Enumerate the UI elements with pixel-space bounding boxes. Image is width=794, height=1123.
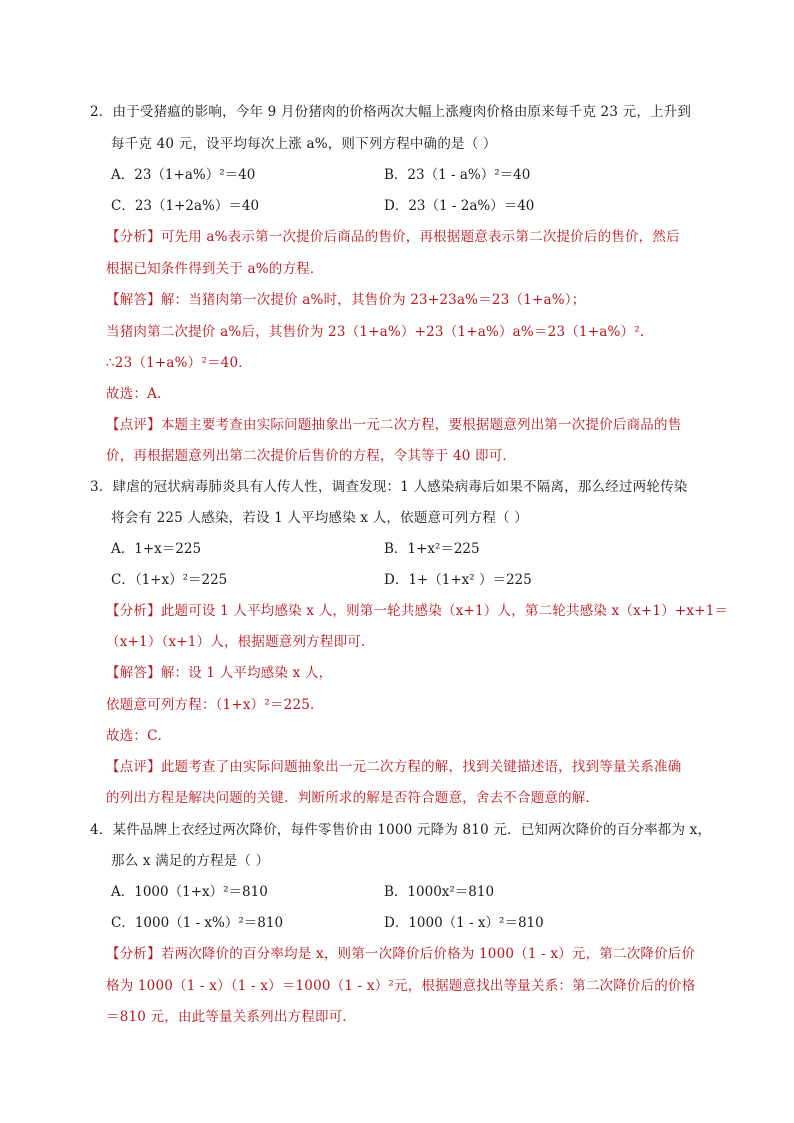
q2-comment-line-1 xyxy=(106,416,681,434)
q2-analysis-line-2: 根据已知条件得到关于 a%的方程． xyxy=(106,261,324,277)
q3-option-c: C．（1+x）²＝225 xyxy=(111,572,228,588)
q2-analysis-text-1: 可先用 a%表示第一次提价后商品的售价，再根据题意表示第二次提价后的售价，然后 xyxy=(160,229,680,245)
q3-comment-line-2: 的列出方程是解决问题的关键．判断所求的解是否符合题意，舍去不合题意的解． xyxy=(106,790,600,806)
q2-option-b: B．23（1 - a%）²＝40 xyxy=(384,167,531,183)
q2-comment-line-2: 价，再根据题意列出第二次提价后售价的方程，令其等于 40 即可． xyxy=(106,448,517,464)
q3-answer-text-1: 解：设 1 人平均感染 x 人， xyxy=(160,665,333,681)
q3-answer-line-1 xyxy=(106,664,332,682)
q2-answer-line-1 xyxy=(106,291,585,309)
q3-answer-tag: 【解答】 xyxy=(106,665,161,681)
q2-option-c: C．23（1+2a%）＝40 xyxy=(111,198,260,214)
q3-option-d: D．1+（1+x² ）＝225 xyxy=(384,572,532,588)
q3-analysis-text-1: 此题可设 1 人平均感染 x 人，则第一轮共感染（x+1）人，第二轮共感染 x（x+1）+x+1＝ xyxy=(160,603,729,619)
q4-stem-line-2: 那么 x 满足的方程是（ ） xyxy=(111,853,270,869)
q4-analysis-tag: 【分析】 xyxy=(106,946,161,962)
q2-stem-line-2: 每千克 40 元，设平均每次上涨 a%，则下列方程中确的是（ ） xyxy=(111,136,497,152)
q4-option-a: A．1000（1+x）²＝810 xyxy=(111,884,268,900)
q3-answer-line-3: 故选：C． xyxy=(106,728,172,744)
q2-option-d: D．23（1 - 2a%）＝40 xyxy=(384,198,535,214)
q4-option-c: C．1000（1 - x%）²＝810 xyxy=(111,915,284,931)
q3-comment-line-1 xyxy=(106,758,681,776)
q4-analysis-line-3: ＝810 元，由此等量关系列出方程即可． xyxy=(106,1009,357,1025)
q2-analysis-tag: 【分析】 xyxy=(106,229,161,245)
q2-answer-tag: 【解答】 xyxy=(106,292,161,308)
q3-option-a: A．1+x＝225 xyxy=(111,541,202,557)
q3-stem-line-2: 将会有 225 人感染，若设 1 人平均感染 x 人，依题意可列方程（ ） xyxy=(111,510,528,526)
q2-answer-line-2: 当猪肉第二次提价 a%后，其售价为 23（1+a%）+23（1+a%）a%＝23（1+a%）². xyxy=(106,324,645,340)
q2-answer-line-3: ∴23（1+a%）²＝40． xyxy=(106,355,252,371)
q4-stem-line-1: 4．某件品牌上衣经过两次降价，每件零售价由 1000 元降为 810 元．已知两次降价的百分率都为 x， xyxy=(90,822,712,838)
q4-option-d: D．1000（1 - x）²＝810 xyxy=(384,915,544,931)
q2-stem-line-1: 2．由于受猪瘟的影响，今年 9 月份猪肉的价格两次大幅上涨瘦肉价格由原来每千克 23 元，上升到 xyxy=(90,104,692,120)
q3-answer-line-2: 依题意可列方程：（1+x）²＝225． xyxy=(106,697,324,713)
q4-analysis-line-1 xyxy=(106,945,695,963)
q2-option-a: A．23（1+a%）²＝40 xyxy=(111,167,256,183)
q3-comment-tag: 【点评】 xyxy=(106,759,161,775)
q2-comment-tag: 【点评】 xyxy=(106,417,161,433)
q3-comment-text-1: 此题考查了由实际问题抽象出一元二次方程的解，找到关键描述语，找到等量关系准确 xyxy=(160,759,682,775)
q2-answer-text-1: 解：当猪肉第一次提价 a%时，其售价为 23+23a%＝23（1+a%）； xyxy=(160,292,586,308)
q3-analysis-line-1 xyxy=(106,602,728,620)
q4-option-b: B．1000x²＝810 xyxy=(384,884,495,900)
q4-analysis-text-1: 若两次降价的百分率均是 x，则第一次降价后价格为 1000（1 - x）元，第二次降价后价 xyxy=(160,946,696,962)
q3-stem-line-1: 3．肆虐的冠状病毒肺炎具有人传人性，调查发现：1 人感染病毒后如果不隔离，那么经过两轮传染 xyxy=(90,479,688,495)
q2-analysis-line-1 xyxy=(106,228,680,246)
q2-comment-text-1: 本题主要考查由实际问题抽象出一元二次方程，要根据题意列出第一次提价后商品的售 xyxy=(160,417,682,433)
q3-analysis-line-2: （x+1）（x+1）人，根据题意列方程即可． xyxy=(106,634,375,650)
q2-answer-line-4: 故选：A． xyxy=(106,386,171,402)
q3-analysis-tag: 【分析】 xyxy=(106,603,161,619)
q4-analysis-line-2: 格为 1000（1 - x）（1 - x）＝1000（1 - x）²元，根据题意找出等量关系：第二次降价后的价格 xyxy=(106,978,696,994)
q3-option-b: B．1+x²＝225 xyxy=(384,541,480,557)
